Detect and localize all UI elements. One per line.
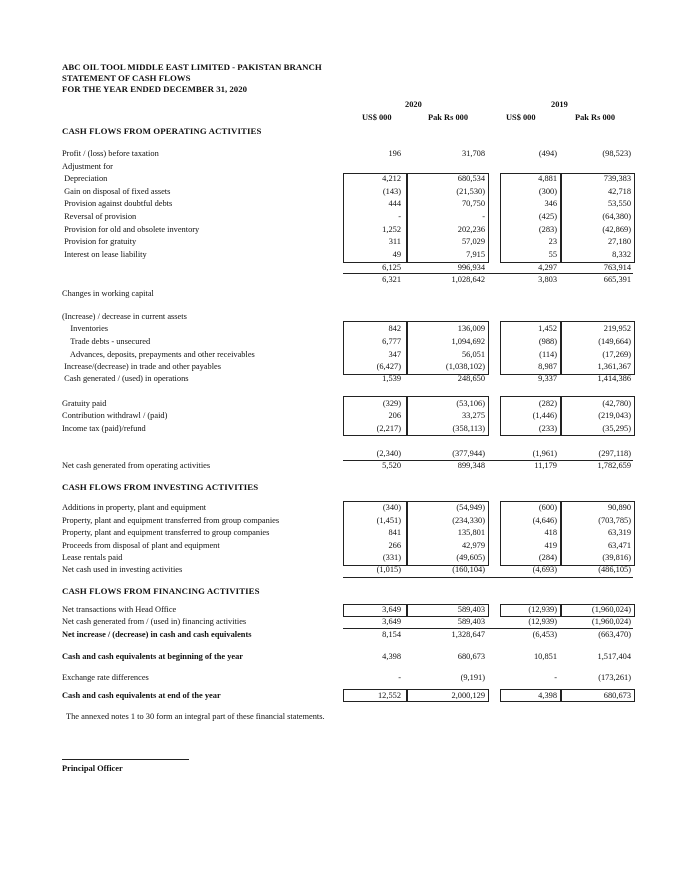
row-label: Increase/(decrease) in trade and other payables (62, 362, 222, 371)
row-label: Profit / (loss) before taxation (62, 149, 159, 158)
row-value: (98,523) (602, 149, 631, 158)
row-value: (35,295) (602, 424, 631, 433)
row-value: 4,212 (382, 174, 401, 183)
row-label: Gain on disposal of fixed assets (62, 187, 171, 196)
row-label: Provision for gratuity (62, 237, 137, 246)
row-label: Net transactions with Head Office (62, 605, 177, 614)
row-value: 680,673 (603, 691, 631, 700)
row-label: Advances, deposits, prepayments and other receivables (62, 350, 255, 359)
row-label: Inventories (62, 324, 109, 333)
row-value: 6,125 (382, 263, 401, 272)
row-value: 55 (548, 250, 557, 259)
row-label: Property, plant and equipment transferred from group companies (62, 516, 280, 525)
row-value: 1,028,642 (451, 275, 485, 284)
row-value: (283) (538, 225, 557, 234)
company-name: ABC OIL TOOL MIDDLE EAST LIMITED - PAKISTAN BRANCH (62, 62, 322, 72)
row-value: 763,914 (603, 263, 631, 272)
row-value: (6,453) (532, 630, 557, 639)
row-value: 136,009 (457, 324, 485, 333)
row-value: 57,029 (461, 237, 485, 246)
table-row (62, 349, 640, 361)
row-label: Income tax (paid)/refund (62, 424, 146, 433)
row-value: 8,987 (538, 362, 557, 371)
table-row (62, 236, 640, 248)
row-value: 841 (388, 528, 401, 537)
row-value: (54,949) (456, 503, 485, 512)
table-row (62, 552, 640, 564)
operating-section-heading: CASH FLOWS FROM OPERATING ACTIVITIES (62, 126, 262, 136)
row-value: 739,383 (603, 174, 631, 183)
row-value: (377,944) (452, 449, 485, 458)
row-value: 4,398 (538, 691, 557, 700)
row-label: Exchange rate differences (62, 673, 149, 682)
row-value: 33,275 (461, 411, 485, 420)
row-label: Lease rentals paid (62, 553, 123, 562)
row-value: (300) (538, 187, 557, 196)
row-label: Cash and cash equivalents at beginning of the year (62, 652, 244, 661)
table-row (62, 373, 640, 385)
row-value: 589,403 (457, 605, 485, 614)
row-value: 63,319 (607, 528, 631, 537)
table-row (62, 336, 640, 348)
row-value: (42,869) (602, 225, 631, 234)
row-value: 1,517,404 (597, 652, 631, 661)
row-value: (703,785) (598, 516, 631, 525)
table-row (62, 311, 640, 323)
row-value: 1,328,647 (451, 630, 485, 639)
row-value: 311 (388, 237, 401, 246)
row-value: (53,106) (456, 399, 485, 408)
table-row (62, 161, 640, 173)
row-value: (425) (538, 212, 557, 221)
row-value: 1,094,692 (451, 337, 485, 346)
table-row (62, 515, 640, 527)
table-row (62, 323, 640, 335)
row-value: 11,179 (534, 461, 557, 470)
row-value: (329) (382, 399, 401, 408)
row-value: 680,534 (457, 174, 485, 183)
table-row (62, 448, 640, 460)
row-value: (297,118) (598, 449, 631, 458)
table-row (62, 361, 640, 373)
table-row (62, 540, 640, 552)
row-value: (494) (538, 149, 557, 158)
table-row (62, 274, 640, 286)
row-label: Net cash generated from operating activities (62, 461, 211, 470)
row-value: 5,520 (382, 461, 401, 470)
row-value: - (554, 673, 557, 682)
table-row (62, 410, 640, 422)
row-value: (6,427) (376, 362, 401, 371)
row-value: 3,649 (382, 617, 401, 626)
row-value: (42,780) (602, 399, 631, 408)
table-row (62, 527, 640, 539)
col-pkr-2019: Pak Rs 000 (575, 113, 616, 122)
row-value: 206 (388, 411, 401, 420)
row-value: 7,915 (466, 250, 485, 259)
col-usd-2019: US$ 000 (506, 113, 536, 122)
table-row (62, 211, 640, 223)
row-value: 6,321 (382, 275, 401, 284)
row-value: (663,470) (598, 630, 631, 639)
row-label: Trade debts - unsecured (62, 337, 151, 346)
table-row (62, 186, 640, 198)
table-row (62, 651, 640, 663)
row-value: (4,646) (532, 516, 557, 525)
row-value: (486,105) (598, 565, 631, 574)
row-value: 4,398 (382, 652, 401, 661)
row-value: 996,934 (457, 263, 485, 272)
row-value: 842 (388, 324, 401, 333)
row-value: (2,217) (376, 424, 401, 433)
table-row (62, 148, 640, 160)
row-value: (600) (538, 503, 557, 512)
row-label: Cash generated / (used) in operations (62, 374, 189, 383)
row-value: 196 (388, 149, 401, 158)
row-value: - (398, 673, 401, 682)
row-value: 56,051 (461, 350, 485, 359)
table-row (62, 288, 640, 300)
row-value: 27,180 (607, 237, 631, 246)
row-value: (39,816) (602, 553, 631, 562)
row-value: 680,673 (457, 652, 485, 661)
table-row (62, 249, 640, 261)
rule-inv-total (343, 577, 633, 578)
row-value: 90,890 (607, 503, 631, 512)
row-label: Adjustment for (62, 162, 113, 171)
row-value: 444 (388, 199, 401, 208)
row-label: Cash and cash equivalents at end of the year (62, 691, 221, 700)
statement-period: FOR THE YEAR ENDED DECEMBER 31, 2020 (62, 84, 247, 94)
row-value: 9,337 (538, 374, 557, 383)
table-row (62, 460, 640, 472)
row-value: 135,801 (457, 528, 485, 537)
row-label: Interest on lease liability (62, 250, 147, 259)
row-label: Gratuity paid (62, 399, 107, 408)
table-row (62, 690, 640, 702)
row-value: (1,961) (532, 449, 557, 458)
investing-section-heading: CASH FLOWS FROM INVESTING ACTIVITIES (62, 482, 259, 492)
row-label: Reversal of provision (62, 212, 137, 221)
row-label: Net cash used in investing activities (62, 565, 183, 574)
col-usd-2020: US$ 000 (362, 113, 392, 122)
row-label: (Increase) / decrease in current assets (62, 312, 187, 321)
row-value: (9,191) (460, 673, 485, 682)
row-value: (1,960,024) (591, 605, 631, 614)
row-value: (331) (382, 553, 401, 562)
col-pkr-2020: Pak Rs 000 (428, 113, 469, 122)
row-value: (340) (382, 503, 401, 512)
table-row (62, 564, 640, 576)
row-value: 53,550 (607, 199, 631, 208)
row-value: (4,693) (532, 565, 557, 574)
row-value: (21,530) (456, 187, 485, 196)
row-value: 219,952 (603, 324, 631, 333)
row-label: Provision for old and obsolete inventory (62, 225, 200, 234)
row-value: 6,777 (382, 337, 401, 346)
row-value: 202,236 (457, 225, 485, 234)
row-value: 3,649 (382, 605, 401, 614)
row-value: 266 (388, 541, 401, 550)
row-value: (282) (538, 399, 557, 408)
row-value: (1,451) (376, 516, 401, 525)
row-value: 4,297 (538, 263, 557, 272)
row-label: Proceeds from disposal of plant and equipment (62, 541, 220, 550)
row-label: Net increase / (decrease) in cash and cash equivalents (62, 630, 252, 639)
row-value: 418 (544, 528, 557, 537)
table-row (62, 198, 640, 210)
row-value: 23 (548, 237, 557, 246)
row-value: 63,471 (607, 541, 631, 550)
row-value: (219,043) (598, 411, 631, 420)
signatory-title: Principal Officer (62, 764, 123, 773)
row-value: 1,361,367 (597, 362, 631, 371)
row-value: 4,881 (538, 174, 557, 183)
row-value: 1,539 (382, 374, 401, 383)
year-2020-header: 2020 (405, 100, 422, 109)
row-value: 10,851 (533, 652, 557, 661)
row-value: (143) (382, 187, 401, 196)
row-value: 70,750 (461, 199, 485, 208)
row-value: 665,391 (603, 275, 631, 284)
year-2019-header: 2019 (551, 100, 568, 109)
row-value: (2,340) (376, 449, 401, 458)
row-label: Net cash generated from / (used in) financing activities (62, 617, 247, 626)
table-row (62, 423, 640, 435)
row-value: 1,782,659 (597, 461, 631, 470)
row-label: Provision against doubtful debts (62, 199, 173, 208)
row-value: (1,960,024) (591, 617, 631, 626)
row-label: Changes in working capital (62, 289, 154, 298)
row-value: 3,803 (538, 275, 557, 284)
table-row (62, 672, 640, 684)
row-value: (233) (538, 424, 557, 433)
row-value: - (482, 212, 485, 221)
statement-title: STATEMENT OF CASH FLOWS (62, 73, 191, 83)
row-value: (1,038,102) (445, 362, 485, 371)
row-value: (17,269) (602, 350, 631, 359)
row-value: 49 (392, 250, 401, 259)
row-label: Additions in property, plant and equipment (62, 503, 207, 512)
row-value: 2,000,129 (451, 691, 485, 700)
row-value: (49,605) (456, 553, 485, 562)
row-value: (1,446) (532, 411, 557, 420)
table-row (62, 398, 640, 410)
row-value: 899,348 (457, 461, 485, 470)
signature-line (62, 759, 189, 760)
row-value: 1,252 (382, 225, 401, 234)
row-value: (64,380) (602, 212, 631, 221)
row-value: 31,708 (461, 149, 485, 158)
row-value: (149,664) (598, 337, 631, 346)
table-row (62, 604, 640, 616)
row-value: (1,015) (376, 565, 401, 574)
table-row (62, 262, 640, 274)
row-value: (160,104) (452, 565, 485, 574)
row-value: (114) (539, 350, 557, 359)
row-value: 1,452 (538, 324, 557, 333)
table-row (62, 224, 640, 236)
row-value: 1,414,386 (597, 374, 631, 383)
row-value: 589,403 (457, 617, 485, 626)
row-value: - (398, 212, 401, 221)
row-label: Property, plant and equipment transferred to group companies (62, 528, 270, 537)
row-value: 12,552 (377, 691, 401, 700)
row-label: Contribution withdrawl / (paid) (62, 411, 168, 420)
row-value: (988) (538, 337, 557, 346)
row-value: (284) (538, 553, 557, 562)
row-value: (12,939) (528, 617, 557, 626)
table-row (62, 173, 640, 185)
row-value: 8,154 (382, 630, 401, 639)
row-value: 248,650 (457, 374, 485, 383)
row-value: (234,330) (452, 516, 485, 525)
row-value: 419 (544, 541, 557, 550)
row-value: (12,939) (528, 605, 557, 614)
row-value: 346 (544, 199, 557, 208)
table-row (62, 502, 640, 514)
table-row (62, 616, 640, 628)
row-value: (173,261) (598, 673, 631, 682)
row-label: Depreciation (62, 174, 108, 183)
row-value: 347 (388, 350, 401, 359)
row-value: 42,979 (461, 541, 485, 550)
row-value: 8,332 (612, 250, 631, 259)
financing-section-heading: CASH FLOWS FROM FINANCING ACTIVITIES (62, 586, 260, 596)
table-row (62, 629, 640, 641)
row-value: (358,113) (452, 424, 485, 433)
row-value: 42,718 (607, 187, 631, 196)
footnote: The annexed notes 1 to 30 form an integral part of these financial statements. (66, 712, 325, 721)
